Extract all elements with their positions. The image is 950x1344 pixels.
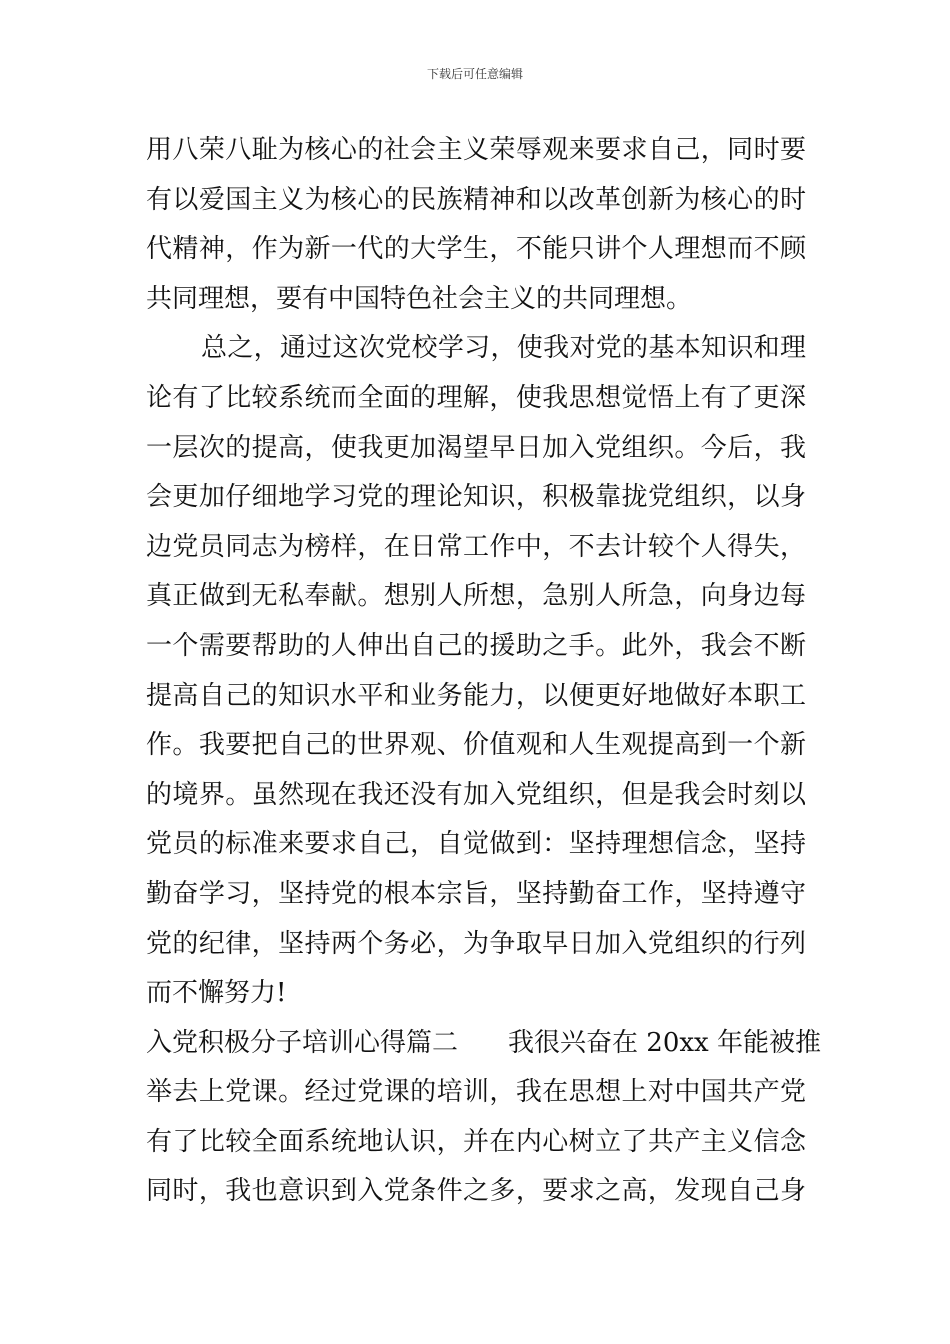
text-line: 有以爱国主义为核心的民族精神和以改革创新为核心的时 (146, 184, 806, 215)
text-line: 一层次的提高，使我更加渴望早日加入党组织。今后，我 (146, 432, 806, 463)
text-line: 党员的标准来要求自己，自觉做到：坚持理想信念，坚持 (146, 829, 806, 860)
text-line: 作。我要把自己的世界观、价值观和人生观提高到一个新 (146, 730, 806, 761)
text-line: 真正做到无私奉献。想别人所想，急别人所急，向身边每 (146, 581, 806, 612)
text-line: 代精神，作为新一代的大学生，不能只讲个人理想而不顾 (146, 234, 806, 265)
text-line: 共同理想，要有中国特色社会主义的共同理想。 (146, 283, 693, 314)
section-heading-line (146, 1019, 821, 1069)
text-line: 举去上党课。经过党课的培训，我在思想上对中国共产党 (146, 1077, 806, 1108)
text-line: 勤奋学习，坚持党的根本宗旨，坚持勤奋工作，坚持遵守 (146, 878, 806, 909)
text-line: 论有了比较系统而全面的理解，使我思想觉悟上有了更深 (146, 382, 806, 413)
paragraph-first-line: 总之，通过这次党校学习，使我对党的基本知识和理 (201, 333, 806, 364)
text-line: 边党员同志为榜样，在日常工作中，不去计较个人得失， (146, 531, 806, 562)
section-first-text: 我很兴奋在 20xx 年能被推 (508, 1027, 821, 1058)
text-line: 一个需要帮助的人伸出自己的援助之手。此外，我会不断 (146, 630, 806, 661)
text-line: 的境界。虽然现在我还没有加入党组织，但是我会时刻以 (146, 779, 806, 810)
text-line: 提高自己的知识水平和业务能力，以便更好地做好本职工 (146, 680, 806, 711)
text-line: 有了比较全面系统地认识，并在内心树立了共产主义信念 (146, 1126, 806, 1157)
document-body (146, 126, 821, 1217)
section-title: 入党积极分子培训心得篇二 (146, 1027, 459, 1058)
page-header: 下载后可任意编辑 (426, 67, 523, 81)
text-line: 而不懈努力! (146, 978, 287, 1009)
text-line: 用八荣八耻为核心的社会主义荣辱观来要求自己，同时要 (146, 135, 806, 165)
text-line: 党的纪律，坚持两个务必，为争取早日加入党组织的行列 (146, 928, 806, 959)
text-line: 会更加仔细地学习党的理论知识，积极靠拢党组织，以身 (146, 482, 806, 513)
text-line: 同时，我也意识到入党条件之多，要求之高，发现自己身 (146, 1176, 806, 1207)
